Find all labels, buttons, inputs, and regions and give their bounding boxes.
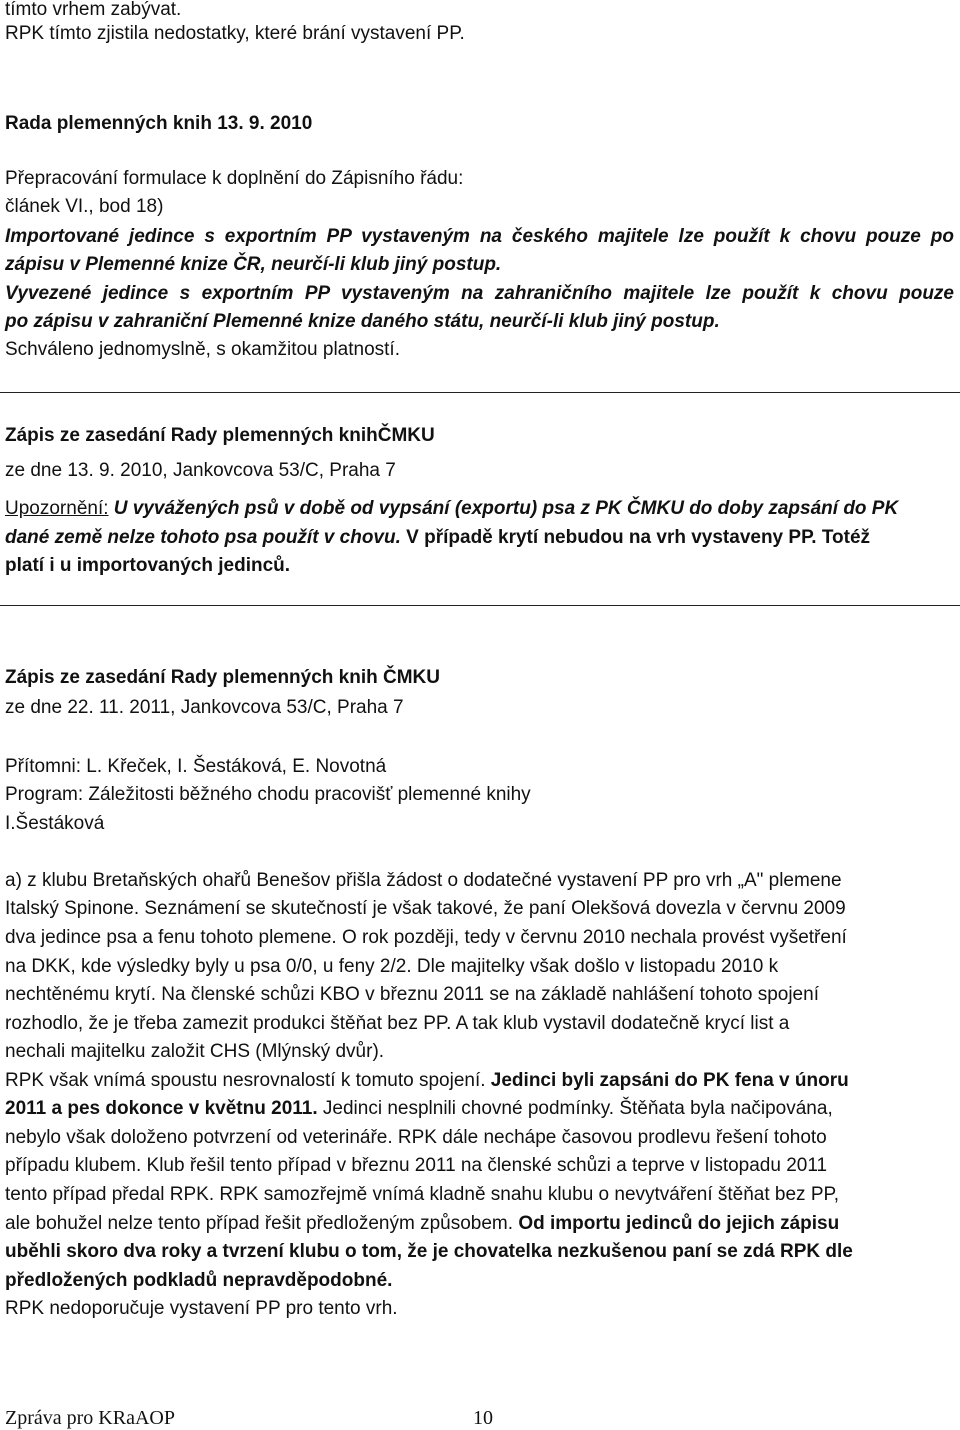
text-line: článek VI., bod 18) [5, 196, 164, 217]
text-line: předložených podkladů nepravděpodobné. [5, 1270, 393, 1291]
warning-line [5, 526, 954, 550]
text-span: Jedinci nesplnili chovné podmínky. Štěňata byla načipována, [317, 1098, 833, 1119]
text-line [5, 1069, 954, 1093]
text-line: tímto vrhem zabývat. [5, 0, 182, 20]
divider [0, 392, 960, 393]
warning-label: Upozornění: [5, 498, 109, 519]
text-line: ze dne 13. 9. 2010, Jankovcova 53/C, Praha 7 [5, 460, 396, 481]
text-span: Jedinci byli zapsáni do PK fena v únoru [490, 1070, 849, 1091]
text-span: Od importu jedinců do jejich zápisu [518, 1213, 840, 1234]
text-line: Přítomni: L. Křeček, I. Šestáková, E. Novotná [5, 756, 387, 777]
text-line: uběhli skoro dva roky a tvrzení klubu o tom, že je chovatelka nezkušenou paní se zdá RPK dle [5, 1241, 853, 1262]
text-line: Program: Záležitosti běžného chodu pracovišť plemenné knihy [5, 784, 531, 805]
warning-text: platí i u importovaných jedinců. [5, 555, 291, 576]
text-line: na DKK, kde výsledky byly u psa 0/0, u feny 2/2. Dle majitelky však došlo v listopadu 2010 k [5, 956, 779, 977]
text-line: I.Šestáková [5, 813, 105, 834]
text-line: Schváleno jednomyslně, s okamžitou platností. [5, 339, 400, 360]
text-span: ale bohužel nelze tento případ řešit předloženým způsobem. [5, 1213, 519, 1234]
text-line: Italský Spinone. Seznámení se skutečností je však takové, že paní Olekšová dovezla v červnu 2009 [5, 898, 846, 919]
text-line: po zápisu v zahraniční Plemenné knize daného státu, neurčí-li klub jiný postup. [5, 311, 720, 332]
text-line: tento případ předal RPK. RPK samozřejmě vnímá kladně snahu klubu o nevytváření štěňat bez PP, [5, 1184, 840, 1205]
text-line: nebylo však doloženo potvrzení od veterináře. RPK dále nechápe časovou prodlevu řešení tohoto [5, 1127, 827, 1148]
text-line: ze dne 22. 11. 2011, Jankovcova 53/C, Praha 7 [5, 697, 404, 718]
section-heading: Zápis ze zasedání Rady plemenných knihČMKU [5, 425, 435, 446]
section-heading: Zápis ze zasedání Rady plemenných knih ČMKU [5, 667, 440, 688]
text-line: a) z klubu Bretaňských ohařů Benešov přišla žádost o dodatečné vystavení PP pro vrh „A" plemene [5, 870, 842, 891]
text-line: dva jedince psa a fenu tohoto plemene. O rok později, tedy v červnu 2010 nechala provést vyšetření [5, 927, 847, 948]
text-line: Přepracování formulace k doplnění do Zápisního řádu: [5, 168, 464, 189]
divider [0, 605, 960, 606]
text-span: RPK však vnímá spoustu nesrovnalostí k tomuto spojení. [5, 1070, 491, 1091]
text-line [5, 1097, 954, 1121]
text-line: RPK nedoporučuje vystavení PP pro tento vrh. [5, 1298, 398, 1319]
text-line: případu klubem. Klub řešil tento případ v březnu 2011 na členské schůzi a teprve v listopadu 2011 [5, 1155, 828, 1176]
text-line: nechtěnému krytí. Na členské schůzi KBO v březnu 2011 se na základě nahlášení tohoto spojení [5, 984, 819, 1005]
text-line: Importované jedince s exportním PP vystaveným na českého majitele lze použít k chovu pouze po [5, 226, 954, 247]
section-heading: Rada plemenných knih 13. 9. 2010 [5, 113, 313, 134]
text-line: zápisu v Plemenné knize ČR, neurčí-li klub jiný postup. [5, 254, 502, 275]
text-line: nechali majitelku založit CHS (Mlýnský dvůr). [5, 1041, 385, 1062]
text-line: Vyvezené jedince s exportním PP vystaveným na zahraničního majitele lze použít k chovu pouze [5, 283, 954, 304]
warning-line [5, 497, 954, 521]
text-span: 2011 a pes dokonce v květnu 2011. [5, 1098, 318, 1119]
text-line: rozhodlo, že je třeba zamezit produkci štěňat bez PP. A tak klub vystavil dodatečně krycí list a [5, 1013, 790, 1034]
warning-text: U vyvážených psů v době od vypsání (exportu) psa z PK ČMKU do doby zapsání do PK [108, 498, 899, 519]
page-footer [5, 1406, 493, 1430]
footer-label: Zpráva pro KRaAOP [5, 1407, 175, 1429]
text-line [5, 1212, 954, 1236]
warning-text: dané země nelze tohoto psa použít v chovu. [5, 527, 407, 548]
text-line: RPK tímto zjistila nedostatky, které brání vystavení PP. [5, 23, 465, 44]
page-number: 10 [473, 1407, 493, 1429]
warning-text: V případě krytí nebudou na vrh vystaveny PP. Totéž [406, 527, 871, 548]
